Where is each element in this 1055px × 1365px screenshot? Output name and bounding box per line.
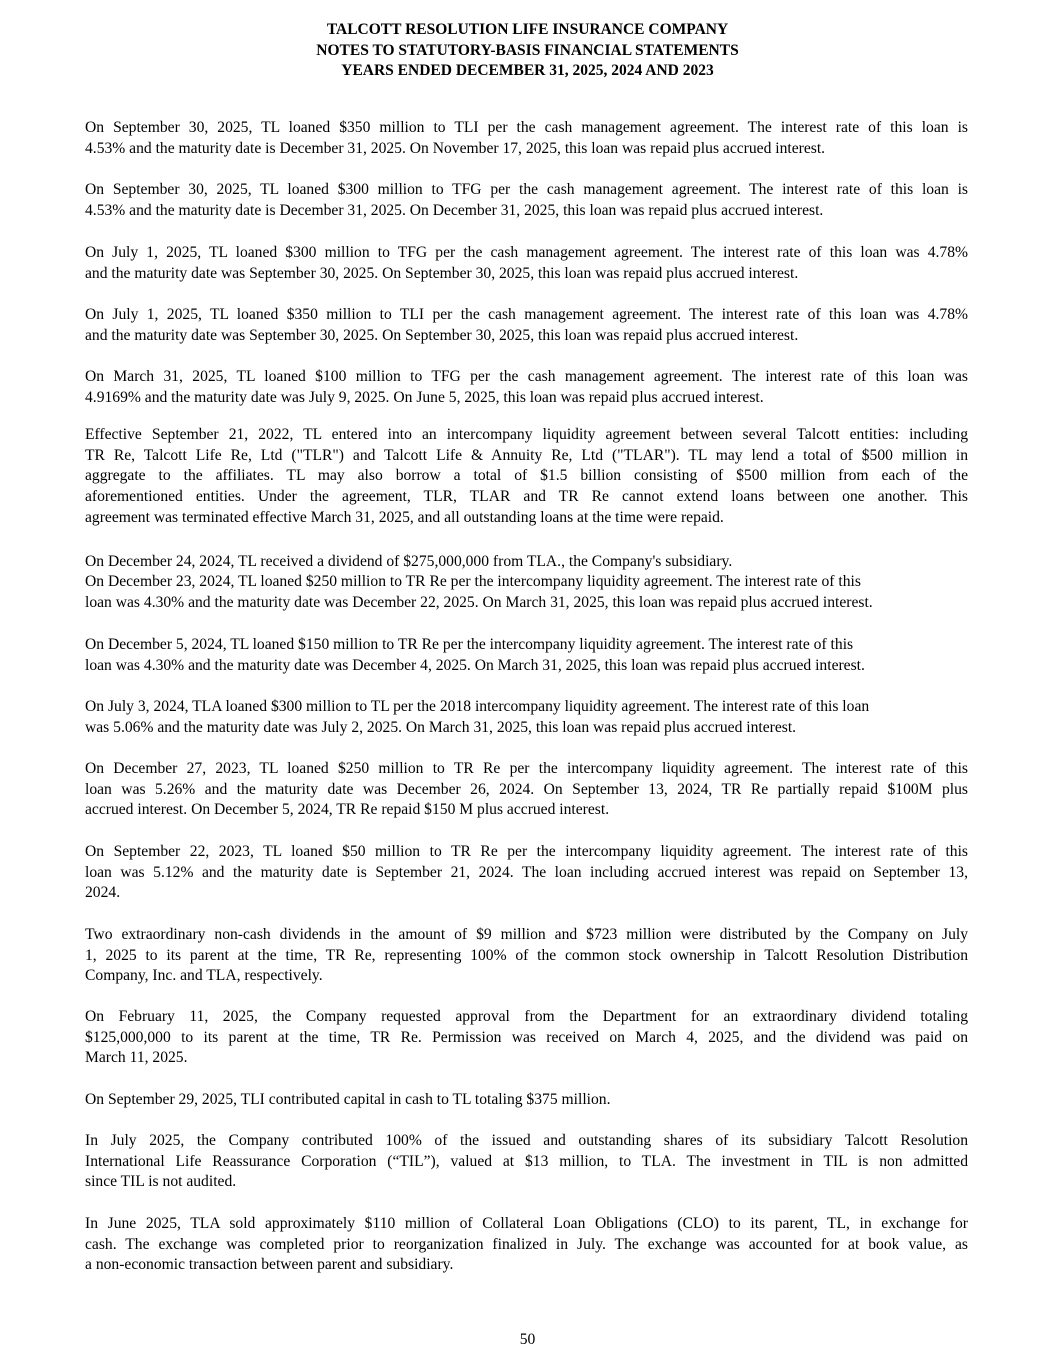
paragraph bbox=[85, 842, 968, 904]
text-line: was 5.06% and the maturity date was July 2, 2025. On March 31, 2025, this loan was repaid plus accrued interest. bbox=[85, 718, 797, 736]
text-line: loan was 5.26% and the maturity date was December 26, 2024. On September 13, 2024, TR Re partially repaid $100M plus bbox=[85, 780, 968, 798]
paragraph bbox=[85, 759, 968, 821]
text-line: a non-economic transaction between parent and subsidiary. bbox=[85, 1256, 454, 1274]
text-line: 4.53% and the maturity date is December 31, 2025. On November 17, 2025, this loan was repaid plus accrued interest. bbox=[85, 139, 826, 157]
text-line: 4.9169% and the maturity date was July 9, 2025. On June 5, 2025, this loan was repaid plus accrued interest. bbox=[85, 388, 764, 406]
paragraph bbox=[85, 1090, 968, 1111]
paragraph bbox=[85, 1007, 968, 1069]
text-line: On February 11, 2025, the Company requested approval from the Department for an extraordinary dividend totaling bbox=[85, 1008, 968, 1025]
text-line: Effective September 21, 2022, TL entered into an intercompany liquidity agreement between several Talcott entities: including bbox=[85, 426, 968, 443]
text-line: On September 22, 2023, TL loaned $50 million to TR Re per the intercompany liquidity agreement. The interest rate of this bbox=[85, 843, 968, 860]
paragraph bbox=[85, 118, 968, 159]
document-header bbox=[0, 20, 1055, 82]
text-line: aforementioned entities. Under the agreement, TLR, TLAR and TR Re cannot extend loans between one another. This bbox=[85, 488, 968, 506]
text-line: aggregate to the affiliates. TL may also borrow a total of $1.5 billion consisting of $500 million from each of the bbox=[85, 467, 968, 485]
text-line: On December 23, 2024, TL loaned $250 million to TR Re per the intercompany liquidity agreement. The interest rate of this bbox=[85, 573, 861, 590]
period-title: YEARS ENDED DECEMBER 31, 2025, 2024 AND 2023 bbox=[341, 62, 714, 79]
text-line: On July 1, 2025, TL loaned $300 million to TFG per the cash management agreement. The interest rate of this loan was 4.78% bbox=[85, 244, 968, 261]
text-line: March 11, 2025. bbox=[85, 1049, 188, 1067]
paragraph bbox=[85, 552, 968, 573]
text-line: and the maturity date was September 30, 2025. On September 30, 2025, this loan was repaid plus accrued interest. bbox=[85, 326, 799, 344]
text-line: cash. The exchange was completed prior to reorganization finalized in July. The exchange was accounted for at book value, as bbox=[85, 1235, 968, 1253]
text-line: On December 24, 2024, TL received a dividend of $275,000,000 from TLA., the Company's subsidiary. bbox=[85, 553, 733, 570]
text-line: 4.53% and the maturity date is December 31, 2025. On December 31, 2025, this loan was repaid plus accrued interest. bbox=[85, 201, 824, 219]
text-line: 2024. bbox=[85, 884, 121, 902]
text-line: On July 3, 2024, TLA loaned $300 million to TL per the 2018 intercompany liquidity agreement. The interest rate of this loan bbox=[85, 698, 870, 715]
paragraph bbox=[85, 925, 968, 987]
company-name: TALCOTT RESOLUTION LIFE INSURANCE COMPANY bbox=[326, 21, 729, 38]
paragraph bbox=[85, 425, 968, 529]
text-line: 1, 2025 to its parent at the time, TR Re, representing 100% of the common stock ownership in Talcott Resolution Distribution bbox=[85, 946, 968, 964]
text-line: International Life Reassurance Corporation (“TIL”), valued at $13 million, to TLA. The investment in TIL is non admitted bbox=[85, 1152, 968, 1170]
document-title: NOTES TO STATUTORY-BASIS FINANCIAL STATEMENTS bbox=[316, 41, 739, 59]
paragraph bbox=[85, 180, 968, 221]
paragraph bbox=[85, 697, 968, 738]
text-line: accrued interest. On December 5, 2024, TR Re repaid $150 M plus accrued interest. bbox=[85, 801, 610, 819]
text-line: On September 30, 2025, TL loaned $350 million to TLI per the cash management agreement. The interest rate of this loan is bbox=[85, 119, 968, 136]
text-line: On March 31, 2025, TL loaned $100 million to TFG per the cash management agreement. The interest rate of this loan was bbox=[85, 368, 968, 385]
text-line: loan was 5.12% and the maturity date is September 21, 2024. The loan including accrued interest was repaid on September 13, bbox=[85, 863, 968, 881]
paragraph bbox=[85, 305, 968, 346]
paragraph bbox=[85, 1131, 968, 1193]
paragraph bbox=[85, 243, 968, 284]
text-line: Company, Inc. and TLA, respectively. bbox=[85, 967, 323, 985]
text-line: In June 2025, TLA sold approximately $110 million of Collateral Loan Obligations (CLO) to its parent, TL, in exchange for bbox=[85, 1215, 968, 1232]
text-line: On September 30, 2025, TL loaned $300 million to TFG per the cash management agreement. The interest rate of this loan is bbox=[85, 181, 968, 198]
text-line: and the maturity date was September 30, 2025. On September 30, 2025, this loan was repaid plus accrued interest. bbox=[85, 264, 799, 282]
text-line: since TIL is not audited. bbox=[85, 1173, 237, 1191]
paragraph bbox=[85, 367, 968, 408]
text-line: Two extraordinary non-cash dividends in the amount of $9 million and $723 million were distributed by the Company on July bbox=[85, 926, 968, 943]
text-line: TR Re, Talcott Life Re, Ltd ("TLR") and Talcott Life & Annuity Re, Ltd ("TLAR"). TL may lend a total of $500 million in bbox=[85, 446, 968, 464]
text-line: On September 29, 2025, TLI contributed capital in cash to TL totaling $375 million. bbox=[85, 1091, 611, 1108]
paragraph bbox=[85, 635, 968, 676]
text-line: agreement was terminated effective March 31, 2025, and all outstanding loans at the time were repaid. bbox=[85, 508, 724, 526]
paragraph bbox=[85, 572, 968, 613]
paragraph bbox=[85, 1214, 968, 1276]
text-line: $125,000,000 to its parent at the time, TR Re. Permission was received on March 4, 2025, and the dividend was paid on bbox=[85, 1028, 968, 1046]
text-line: loan was 4.30% and the maturity date was December 22, 2025. On March 31, 2025, this loan was repaid plus accrued interest. bbox=[85, 593, 873, 611]
text-line: On December 5, 2024, TL loaned $150 million to TR Re per the intercompany liquidity agreement. The interest rate of this bbox=[85, 636, 854, 653]
text-line: On July 1, 2025, TL loaned $350 million to TLI per the cash management agreement. The interest rate of this loan was 4.78% bbox=[85, 306, 968, 323]
text-line: In July 2025, the Company contributed 100% of the issued and outstanding shares of its subsidiary Talcott Resolution bbox=[85, 1132, 968, 1149]
text-line: On December 27, 2023, TL loaned $250 million to TR Re per the intercompany liquidity agreement. The interest rate of this bbox=[85, 760, 968, 777]
page-number: 50 bbox=[519, 1331, 536, 1348]
text-line: loan was 4.30% and the maturity date was December 4, 2025. On March 31, 2025, this loan was repaid plus accrued interest. bbox=[85, 656, 865, 674]
